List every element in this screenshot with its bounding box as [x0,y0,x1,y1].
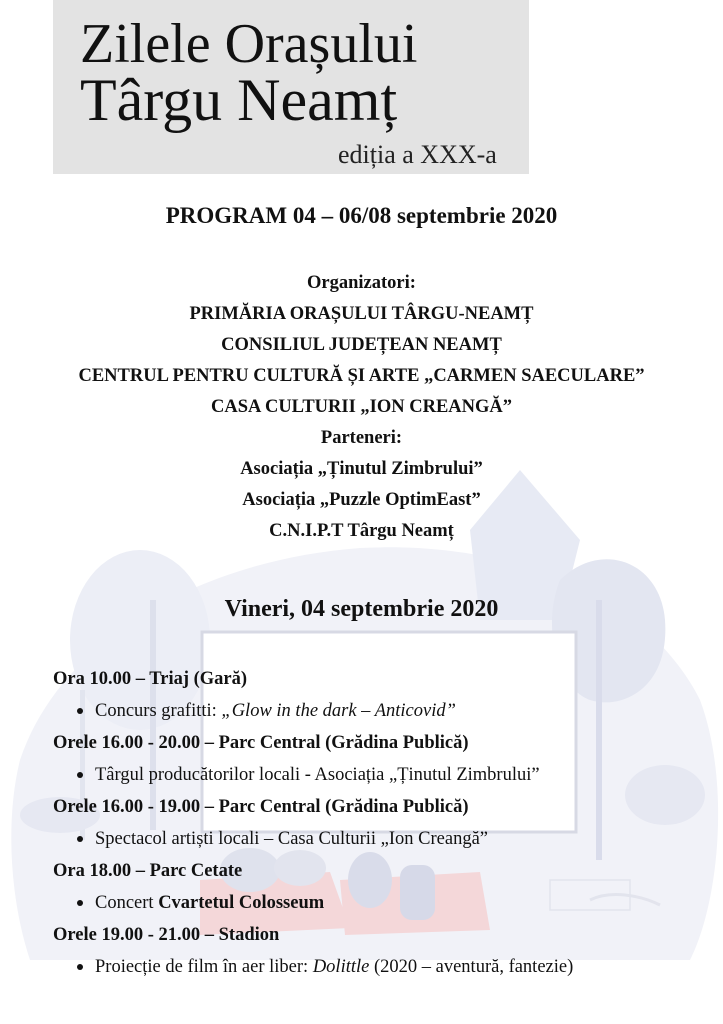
slot-event [53,695,713,727]
organizer-item: CONSILIUL JUDEȚEAN NEAMȚ [221,335,502,355]
program-title: PROGRAM 04 – 06/08 septembrie 2020 [165,203,558,228]
organizer-item: CENTRUL PENTRU CULTURĂ ȘI ARTE „CARMEN SAECULARE” [78,366,645,386]
slot-event: Spectacol artiști locali – Casa Culturii „Ion Creangă” [53,823,713,855]
event-title: Cvartetul Colosseum [158,893,325,913]
event-text: Concurs grafitti: [95,701,222,721]
organizer-item: PRIMĂRIA ORAȘULUI TÂRGU-NEAMȚ [189,304,534,324]
partner-item: C.N.I.P.T Târgu Neamț [269,521,454,541]
event-text: Concert [95,893,159,913]
event-title: Dolittle [312,957,370,977]
slot-time-place: Orele 19.00 - 21.00 – Stadion [53,925,280,945]
organizer-item: CASA CULTURII „ION CREANGĂ” [210,397,513,417]
partner-item: Asociația „Ținutul Zimbrului” [240,459,483,479]
title-line-1: Zilele Orașului [80,13,418,75]
partners-heading: Parteneri: [320,428,403,448]
event-title: „Glow in the dark – Anticovid” [221,701,456,721]
slot-time-place: Ora 18.00 – Parc Cetate [53,861,243,881]
slot-time-place: Ora 10.00 – Triaj (Gară) [53,669,248,689]
edition-label: ediția a XXX-a [338,140,497,169]
day-title: Vineri, 04 septembrie 2020 [224,596,499,622]
slot-event [53,951,713,983]
slot-time-place: Orele 16.00 - 20.00 – Parc Central (Grădina Publică) [53,733,469,753]
title-line-2: Târgu Neamț [80,67,398,133]
partner-item: Asociația „Puzzle OptimEast” [242,490,481,510]
organizers-block [0,268,723,547]
slot-event [53,887,713,919]
event-text: Proiecție de film în aer liber: [95,957,313,977]
organizers-heading: Organizatori: [307,273,416,293]
slot-time-place: Orele 16.00 - 19.00 – Parc Central (Grădina Publică) [53,797,469,817]
slot-event: Târgul producătorilor locali - Asociația „Ținutul Zimbrului” [53,759,713,791]
event-details: (2020 – aventură, fantezie) [369,957,574,977]
schedule-list [53,663,713,983]
